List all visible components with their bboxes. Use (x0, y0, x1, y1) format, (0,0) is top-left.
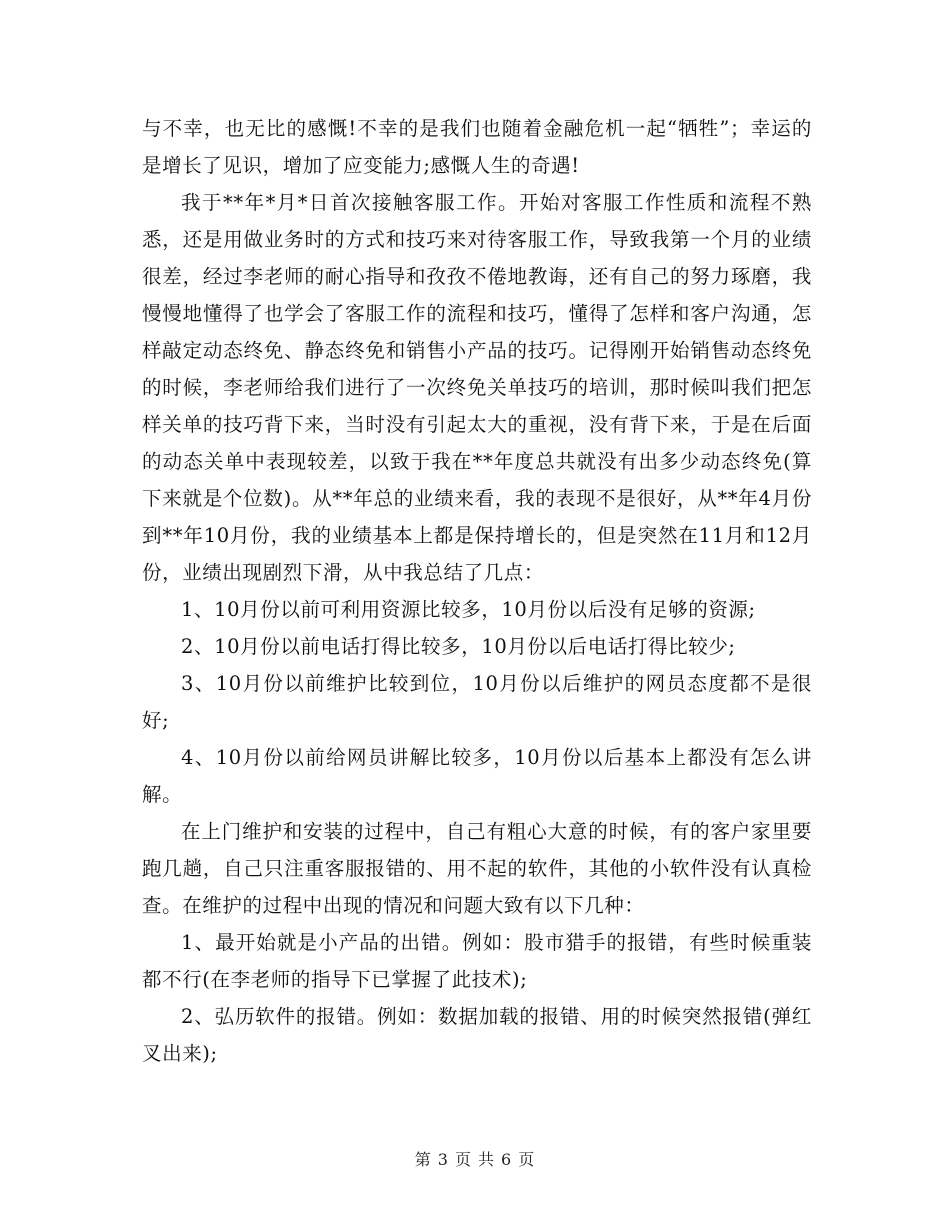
list-item-product-errors: 1、最开始就是小产品的出错。例如：股市猎手的报错，有些时候重装都不行(在李老师的指导下已掌握了此技术); (142, 931, 812, 991)
list-item-phone-calls: 2、10月份以前电话打得比较多，10月份以后电话打得比较少; (181, 635, 736, 658)
footer-prefix: 第 (414, 1150, 432, 1169)
footer-suffix: 页 (518, 1150, 536, 1169)
paragraph-onsite-maintenance: 在上门维护和安装的过程中，自己有粗心大意的时候，有的客户家里要跑几趟，自己只注重客服报错的、用不起的软件，其他的小软件没有认真检查。在维护的过程中出现的情况和问题大致有以下几种： (142, 820, 812, 917)
paragraph-continuation: 与不幸，也无比的感慨!不幸的是我们也随着金融危机一起“牺牲”；幸运的是增长了见识，增加了应变能力;感慨人生的奇遇! (142, 117, 812, 177)
page-footer (0, 1147, 950, 1170)
document-body (142, 110, 812, 1072)
list-item-software-errors: 2、弘历软件的报错。例如：数据加载的报错、用的时候突然报错(弹红叉出来); (142, 1005, 812, 1065)
list-item-maintenance: 3、10月份以前维护比较到位，10月份以后维护的网员态度都不是很好; (142, 672, 812, 732)
paragraph-work-summary: 我于**年*月*日首次接触客服工作。开始对客服工作性质和流程不熟悉，还是用做业务时的方式和技巧来对待客服工作，导致我第一个月的业绩很差，经过李老师的耐心指导和孜孜不倦地教诲，还有自己的努力琢磨，我慢慢地懂得了也学会了客服工作的流程和技巧，懂得了怎样和客户沟通，怎样敲定动态终免、静态终免和销售小产品的技巧。记得刚开始销售动态终免的时候，李老师给我们进行了一次终免关单技巧的培训，那时候叫我们把怎样关单的技巧背下来，当时没有引起太大的重视，没有背下来，于是在后面的动态关单中表现较差，以致于我在**年度总共就没有出多少动态终免(算下来就是个位数)。从**年总的业绩来看，我的表现不是很好，从**年4月份到**年10月份，我的业绩基本上都是保持增长的，但是突然在11月和12月份，业绩出现剧烈下滑，从中我总结了几点： (142, 191, 812, 584)
footer-total-pages: 6 (501, 1150, 513, 1169)
footer-current-page: 3 (437, 1150, 449, 1169)
list-item-explanation: 4、10月份以前给网员讲解比较多，10月份以后基本上都没有怎么讲解。 (142, 746, 812, 806)
footer-mid: 页 共 (454, 1150, 496, 1169)
list-item-resources: 1、10月份以前可利用资源比较多，10月份以后没有足够的资源; (181, 598, 756, 621)
